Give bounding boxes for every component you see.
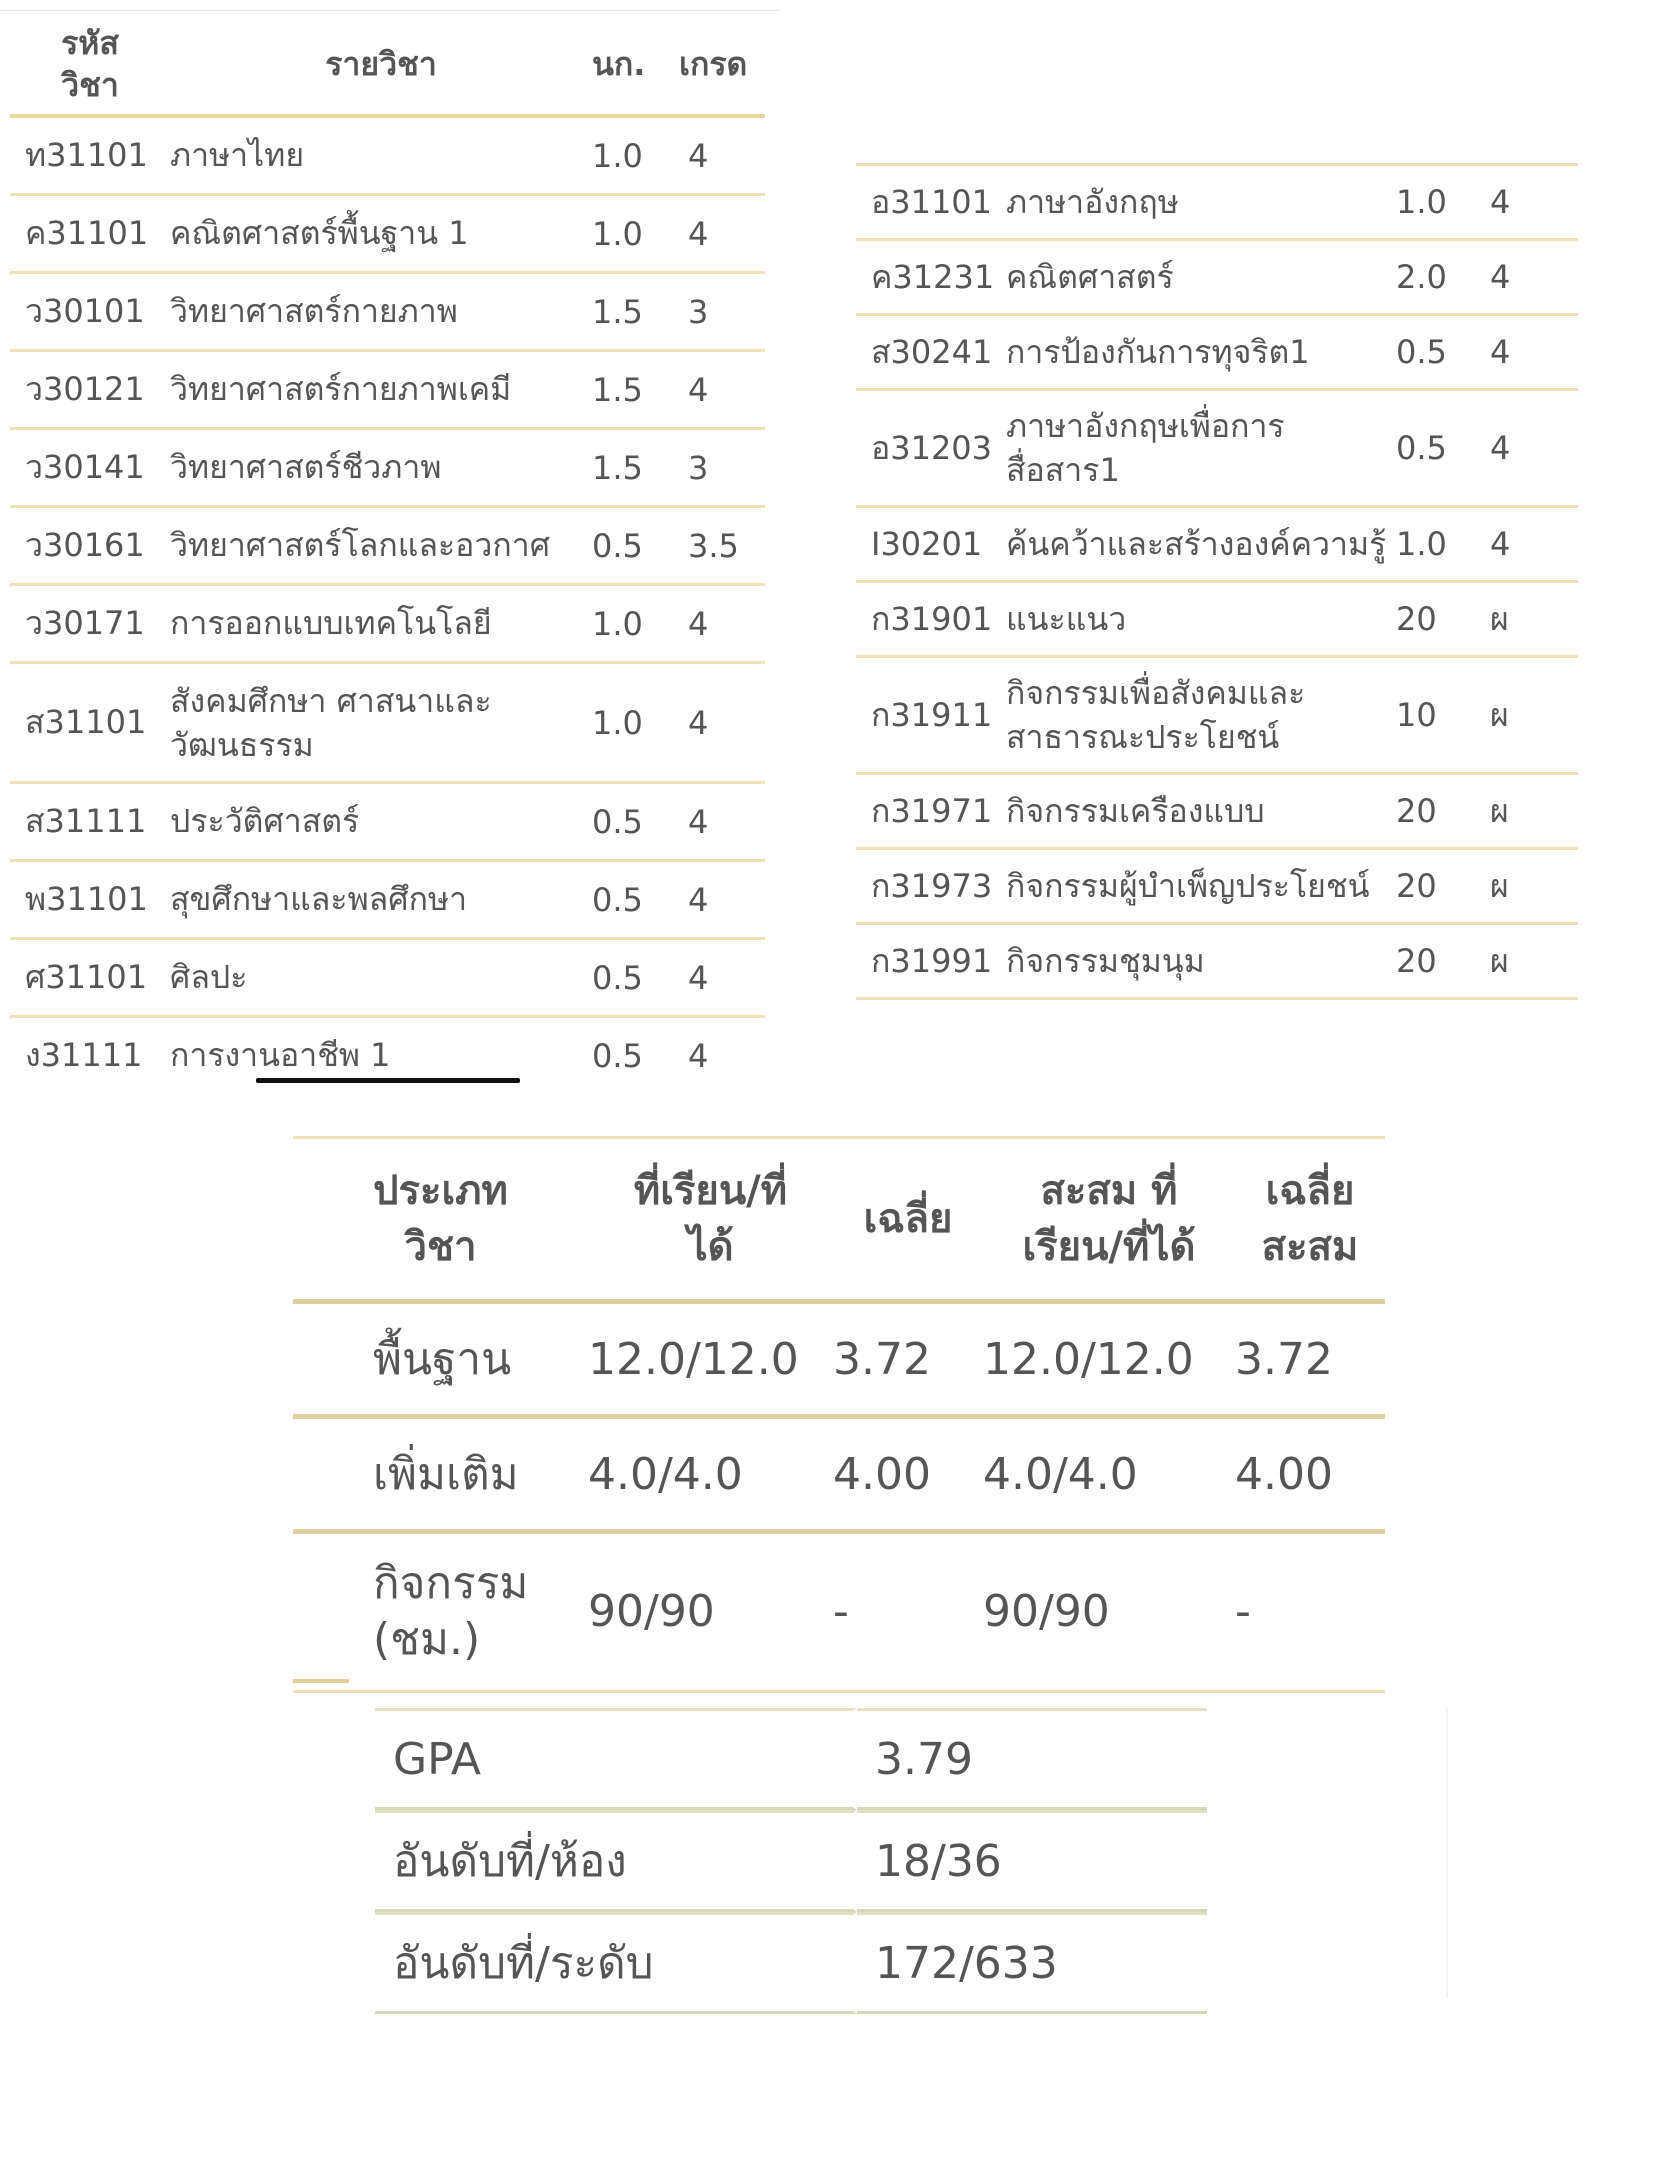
course-name: การงานอาชีพ 1	[170, 1036, 391, 1074]
course-credits: 0.5	[1396, 390, 1480, 507]
course-name: การป้องกันการทุจริต1	[1006, 315, 1396, 390]
summary-row	[293, 1532, 1385, 1692]
course-code: ก31911	[856, 657, 1006, 774]
course-code: ว30141	[10, 429, 170, 507]
table-row	[856, 390, 1578, 507]
course-name: คณิตศาสตร์	[1006, 240, 1396, 315]
table-row	[856, 507, 1578, 582]
summary-header-studied: ที่เรียน/ที่ ได้	[588, 1138, 833, 1302]
table-row	[10, 116, 765, 195]
gpa-table	[375, 1708, 1207, 2014]
course-table-right	[856, 163, 1578, 1000]
table-row	[856, 582, 1578, 657]
table-row	[10, 939, 765, 1017]
course-code: ว30171	[10, 585, 170, 663]
table-row	[10, 195, 765, 273]
header-code: รหัส วิชา	[10, 14, 170, 116]
summary-average: 3.72	[833, 1302, 983, 1417]
course-name: กิจกรรมผู้บำเพ็ญประโยชน์	[1006, 849, 1396, 924]
summary-studied: 4.0/4.0	[588, 1417, 833, 1532]
gpa-row	[375, 1912, 1207, 2014]
hand-drawn-underline	[256, 1078, 520, 1083]
table-row	[856, 924, 1578, 999]
summary-cumulative-average: 3.72	[1235, 1302, 1385, 1417]
course-name: ภาษาไทย	[170, 116, 592, 195]
table-row	[856, 240, 1578, 315]
course-name: วิทยาศาสตร์โลกและอวกาศ	[170, 507, 592, 585]
course-code: ว30161	[10, 507, 170, 585]
summary-type: เพิ่มเติม	[293, 1417, 588, 1532]
course-credits: 1.5	[592, 429, 679, 507]
course-grade: 4	[1480, 315, 1578, 390]
course-name: ประวัติศาสตร์	[170, 783, 592, 861]
course-code: ส30241	[856, 315, 1006, 390]
summary-average: 4.00	[833, 1417, 983, 1532]
course-credits: 1.5	[592, 351, 679, 429]
course-grade: 3.5	[679, 507, 765, 585]
course-grade: 4	[679, 783, 765, 861]
course-name: คณิตศาสตร์พื้นฐาน 1	[170, 195, 592, 273]
course-credits: 0.5	[592, 1036, 643, 1075]
course-grade: 4	[1480, 507, 1578, 582]
summary-cumulative: 4.0/4.0	[983, 1417, 1235, 1532]
course-table-left	[10, 14, 765, 1093]
course-code: ค31101	[10, 195, 170, 273]
gpa-value: 172/633	[857, 1912, 1207, 2014]
summary-table	[293, 1136, 1385, 1693]
course-grade: 3	[679, 273, 765, 351]
gpa-value: 18/36	[857, 1810, 1207, 1912]
course-credits: 1.5	[592, 273, 679, 351]
course-credits: 1.0	[592, 585, 679, 663]
course-table-header	[10, 14, 765, 116]
summary-cumulative: 90/90	[983, 1532, 1235, 1692]
course-name: กิจกรรมเพื่อสังคมและสาธารณะประโยชน์	[1006, 657, 1396, 774]
summary-cumulative: 12.0/12.0	[983, 1302, 1235, 1417]
course-grade: ผ	[1480, 582, 1578, 657]
header-name: รายวิชา	[170, 14, 592, 116]
course-grade: ผ	[1480, 849, 1578, 924]
course-code: ก31973	[856, 849, 1006, 924]
course-name: ศิลปะ	[170, 939, 592, 1017]
summary-type: กิจกรรม (ชม.)	[293, 1532, 588, 1692]
top-divider	[0, 10, 780, 11]
course-credits: 0.5	[592, 783, 679, 861]
table-row	[10, 507, 765, 585]
course-code: ก31971	[856, 774, 1006, 849]
course-credits: 1.0	[592, 116, 679, 195]
course-credits: 0.5	[592, 939, 679, 1017]
gpa-label: GPA	[375, 1708, 857, 1810]
summary-average: -	[833, 1532, 983, 1692]
course-name: แนะแนว	[1006, 582, 1396, 657]
course-credits: 1.0	[1396, 507, 1480, 582]
table-row	[10, 429, 765, 507]
table-row	[10, 783, 765, 861]
course-code: ก31901	[856, 582, 1006, 657]
course-name: กิจกรรมชุมนุม	[1006, 924, 1396, 999]
table-row	[856, 774, 1578, 849]
course-credits: 20	[1396, 924, 1480, 999]
course-credits: 1.0	[1396, 165, 1480, 240]
summary-cumulative-average: -	[1235, 1532, 1385, 1692]
course-code: อ31101	[856, 165, 1006, 240]
course-code: พ31101	[10, 861, 170, 939]
course-credits: 20	[1396, 774, 1480, 849]
summary-studied: 12.0/12.0	[588, 1302, 833, 1417]
course-name: กิจกรรมเครืองแบบ	[1006, 774, 1396, 849]
gpa-row	[375, 1708, 1207, 1810]
course-code: I30201	[856, 507, 1006, 582]
table-row	[856, 315, 1578, 390]
course-code: ง31111	[25, 1036, 143, 1074]
course-name: สุขศึกษาและพลศึกษา	[170, 861, 592, 939]
course-grade: 4	[679, 351, 765, 429]
summary-header-cumulative-average: เฉลี่ย สะสม	[1235, 1138, 1385, 1302]
course-grade: ผ	[1480, 774, 1578, 849]
course-code: ว30101	[10, 273, 170, 351]
course-credits: 20	[1396, 582, 1480, 657]
table-row	[10, 861, 765, 939]
header-credits: นก.	[592, 14, 679, 116]
course-name: วิทยาศาสตร์ชีวภาพ	[170, 429, 592, 507]
course-code: ส31111	[10, 783, 170, 861]
summary-header-cumulative: สะสม ที่ เรียน/ที่ได้	[983, 1138, 1235, 1302]
table-row	[10, 585, 765, 663]
course-grade: 4	[679, 663, 765, 783]
course-grade: 4	[1480, 240, 1578, 315]
summary-divider-tick	[293, 1679, 349, 1683]
course-code: อ31203	[856, 390, 1006, 507]
course-name: ภาษาอังกฤษเพื่อการสื่อสาร1	[1006, 390, 1396, 507]
gpa-row	[375, 1810, 1207, 1912]
table-row	[10, 351, 765, 429]
course-credits: 1.0	[592, 663, 679, 783]
course-grade: 4	[679, 116, 765, 195]
course-credits: 0.5	[592, 507, 679, 585]
course-code: ท31101	[10, 116, 170, 195]
summary-row	[293, 1302, 1385, 1417]
course-grade: 4	[679, 939, 765, 1017]
course-code: ว30121	[10, 351, 170, 429]
course-name: วิทยาศาสตร์กายภาพเคมี	[170, 351, 592, 429]
gpa-value: 3.79	[857, 1708, 1207, 1810]
table-row	[10, 663, 765, 783]
course-grade: 4	[1480, 165, 1578, 240]
course-grade: ผ	[1480, 924, 1578, 999]
course-credits: 0.5	[1396, 315, 1480, 390]
course-name: ค้นคว้าและสร้างองค์ความรู้	[1006, 507, 1396, 582]
course-grade: ผ	[1480, 657, 1578, 774]
course-code: ก31991	[856, 924, 1006, 999]
gpa-label: อันดับที่/ห้อง	[375, 1810, 857, 1912]
course-grade: 4	[679, 585, 765, 663]
summary-header-average: เฉลี่ย	[833, 1138, 983, 1302]
course-code: ค31231	[856, 240, 1006, 315]
course-grade: 4	[1480, 390, 1578, 507]
course-grade: 4	[688, 1036, 709, 1075]
summary-cumulative-average: 4.00	[1235, 1417, 1385, 1532]
summary-type: พื้นฐาน	[293, 1302, 588, 1417]
course-code: ศ31101	[10, 939, 170, 1017]
course-name: ภาษาอังกฤษ	[1006, 165, 1396, 240]
course-grade: 3	[679, 429, 765, 507]
course-name: สังคมศึกษา ศาสนาและวัฒนธรรม	[170, 663, 592, 783]
table-row	[856, 657, 1578, 774]
gpa-label: อันดับที่/ระดับ	[375, 1912, 857, 2014]
table-row	[856, 165, 1578, 240]
course-credits: 10	[1396, 657, 1480, 774]
table-row	[10, 273, 765, 351]
gpa-side-rule	[1446, 1708, 1448, 1998]
course-credits: 0.5	[592, 861, 679, 939]
course-grade: 4	[679, 195, 765, 273]
course-grade: 4	[679, 861, 765, 939]
course-name: วิทยาศาสตร์กายภาพ	[170, 273, 592, 351]
summary-row	[293, 1417, 1385, 1532]
course-code: ส31101	[10, 663, 170, 783]
course-credits: 2.0	[1396, 240, 1480, 315]
summary-studied: 90/90	[588, 1532, 833, 1692]
course-name: การออกแบบเทคโนโลยี	[170, 585, 592, 663]
course-credits: 1.0	[592, 195, 679, 273]
summary-header	[293, 1138, 1385, 1302]
header-grade: เกรด	[679, 14, 765, 116]
course-credits: 20	[1396, 849, 1480, 924]
table-row	[856, 849, 1578, 924]
summary-header-type: ประเภท วิชา	[293, 1138, 588, 1302]
